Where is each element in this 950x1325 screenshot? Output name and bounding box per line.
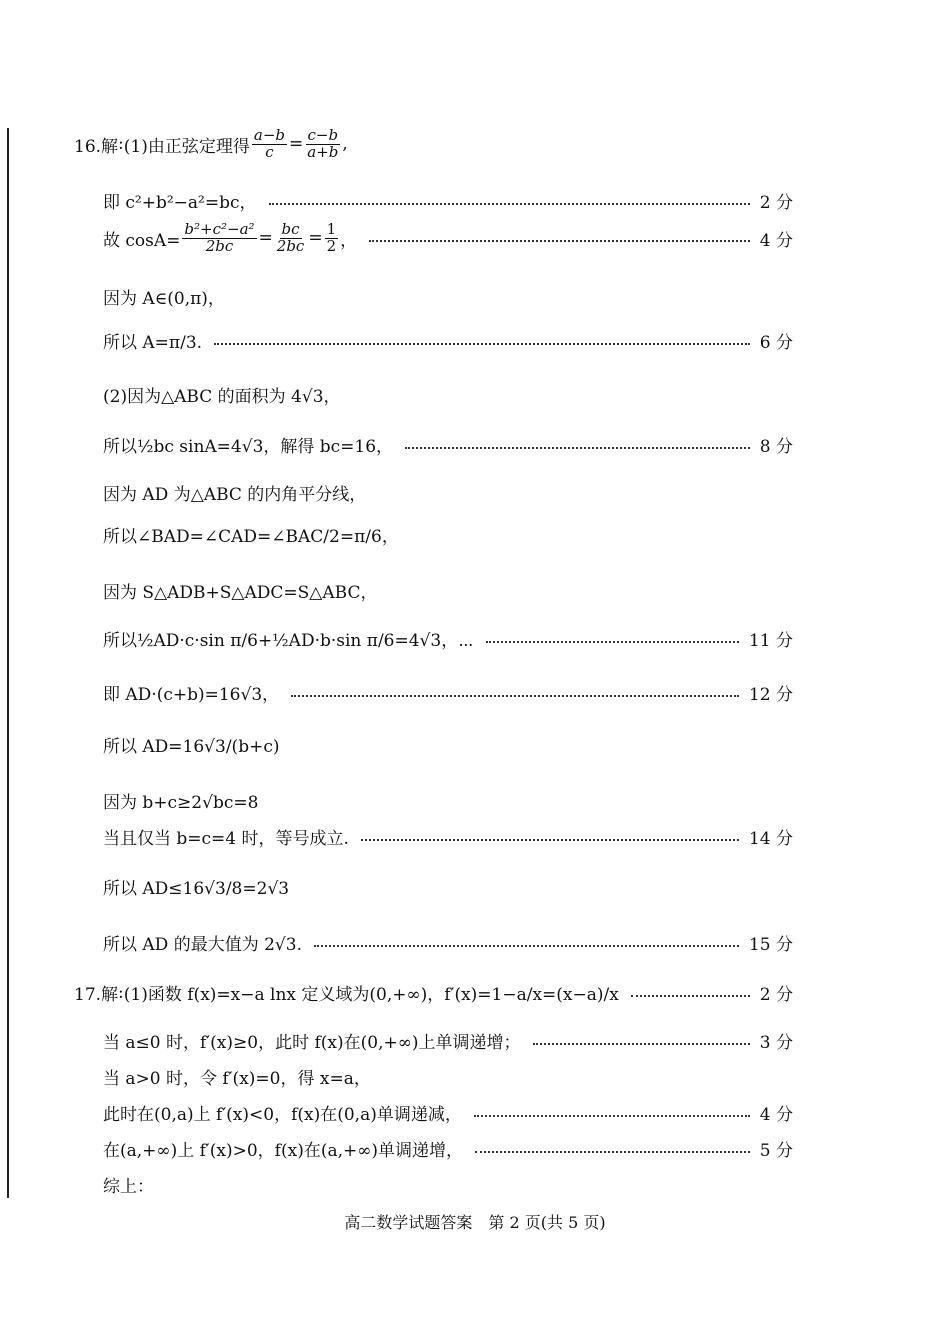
dot-leader — [631, 995, 750, 997]
p16-l2-text: 故 cosA= — [103, 230, 181, 251]
p16-line-11 — [103, 626, 793, 651]
p17-l0-text: (1)函数 f(x)=x−a lnx 定义域为(0,+∞)，f′(x)=1−a/x=(x−a)/x — [123, 985, 619, 1005]
p17-line-2 — [103, 1028, 793, 1053]
p16-l6-text: 所以½bc sinA=4√3，解得 bc=16， — [103, 437, 394, 457]
p16-line-8 — [103, 480, 366, 505]
p16-line-17 — [103, 930, 793, 955]
p16-l4-text: 所以 A=π/3. — [103, 333, 203, 353]
p16-line-10 — [103, 578, 377, 603]
p17-l4-text: 在(a,+∞)上 f′(x)>0，f(x)在(a,+∞)单调递增， — [103, 1141, 464, 1161]
fraction: $\frac{c-b}{a+b}$ — [307, 126, 339, 161]
score: 14 分 — [748, 829, 793, 849]
score: 2 分 — [759, 985, 793, 1005]
fraction: $\frac{1}{2}$ — [326, 220, 337, 255]
p16-l5-text: (2)因为△ABC 的面积为 4√3， — [103, 387, 341, 407]
dot-leader — [214, 343, 750, 345]
p16-line-13 — [103, 732, 279, 757]
p17-line-6 — [103, 1172, 154, 1197]
p17-line-5 — [103, 1136, 793, 1161]
dot-leader — [291, 695, 739, 697]
p16-l10-text: 所以½AD·c·sin π/6+½AD·b·sin π/6=4√3，⋯ — [103, 631, 474, 651]
p16-line-7 — [103, 432, 793, 457]
p17-line-4 — [103, 1100, 793, 1125]
score: 5 分 — [759, 1141, 793, 1161]
fraction: $\frac{a-b}{c}$ — [253, 126, 285, 161]
p16-l3-text: 因为 A∈(0,π)， — [103, 289, 225, 309]
dot-leader — [405, 447, 750, 449]
dot-leader — [269, 203, 750, 205]
p16-line-5 — [103, 328, 793, 353]
p16-l7-text: 因为 AD 为△ABC 的内角平分线， — [103, 485, 367, 505]
p17-line-1: 17.解 : (1)函数 f(x)=x−a lnx 定义域为(0,+∞)，f′(x)=1−a/x=(x−a)/x 2 分 — [74, 980, 793, 1005]
p17-l1-text: 当 a≤0 时，f′(x)≥0，此时 f(x)在(0,+∞)上单调递增； — [103, 1033, 521, 1053]
p16-l15-text: 所以 AD≤16√3/8=2√3 — [103, 879, 290, 899]
p16-line-6 — [103, 382, 341, 407]
score: 8 分 — [759, 437, 793, 457]
fraction: $\frac{bc}{2bc}$ — [276, 220, 305, 255]
p16-l13-text: 因为 b+c≥2√bc=8 — [103, 793, 259, 813]
dot-leader — [474, 1115, 750, 1117]
fraction: $\frac{\text{b²+c²−a²}}{2bc}$ — [184, 220, 255, 255]
p16-line-1: 16.解 : (1)由正弦定理得 $\frac{a-b}{c}$ = $\frac{c-b}{a+b}$ , — [74, 126, 348, 161]
p16-l11-text: 即 AD·(c+b)=16√3， — [103, 685, 280, 705]
p16-line-14 — [103, 788, 258, 813]
p16-line-3: 故 cosA= $\frac{\text{b²+c²−a²}}{2bc}$ = $\frac{bc}{2bc}$ = $\frac{1}{2}$ ， 4 分 — [103, 220, 793, 255]
dot-leader — [475, 1151, 750, 1153]
p17-l3-text: 此时在(0,a)上 f′(x)<0，f(x)在(0,a)单调递减， — [103, 1105, 462, 1125]
score: 12 分 — [748, 685, 793, 705]
dot-leader — [486, 641, 739, 643]
p16-l0-text: (1)由正弦定理得 — [123, 136, 250, 157]
p17-l2-text: 当 a>0 时，令 f′(x)=0，得 x=a， — [103, 1069, 371, 1089]
p17-label: 17.解 — [74, 985, 119, 1005]
dot-leader — [369, 240, 750, 242]
dot-leader — [314, 945, 739, 947]
score: 3 分 — [759, 1033, 793, 1053]
p16-line-4 — [103, 284, 225, 309]
score: 4 分 — [759, 1105, 793, 1125]
p16-line-16 — [103, 874, 289, 899]
score: 15 分 — [748, 935, 793, 955]
page-footer: 高二数学试题答案 第 2 页(共 5 页) — [344, 1213, 606, 1232]
dot-leader — [533, 1043, 750, 1045]
score: 11 分 — [748, 631, 793, 651]
p16-l16-text: 所以 AD 的最大值为 2√3. — [103, 935, 302, 955]
p17-l5-text: 综上： — [103, 1177, 154, 1197]
p17-line-3 — [103, 1064, 371, 1089]
score: 4 分 — [759, 230, 793, 251]
p16-label: 16.解 — [74, 136, 119, 157]
dot-leader — [361, 839, 739, 841]
score: 6 分 — [759, 333, 793, 353]
p16-l1-text: 即 c²+b²−a²=bc， — [103, 193, 257, 213]
left-margin-rule — [7, 128, 9, 1198]
score: 2 分 — [759, 193, 793, 213]
p16-line-9 — [103, 522, 399, 547]
p16-l14-text: 当且仅当 b=c=4 时，等号成立. — [103, 829, 349, 849]
p16-line-12 — [103, 680, 793, 705]
p16-line-15 — [103, 824, 793, 849]
p16-line-2 — [103, 188, 793, 213]
p16-l9-text: 因为 S△ADB+S△ADC=S△ABC， — [103, 583, 378, 603]
p16-l12-text: 所以 AD=16√3/(b+c) — [103, 737, 280, 757]
p16-l8-text: 所以∠BAD=∠CAD=∠BAC/2=π/6， — [103, 527, 399, 547]
